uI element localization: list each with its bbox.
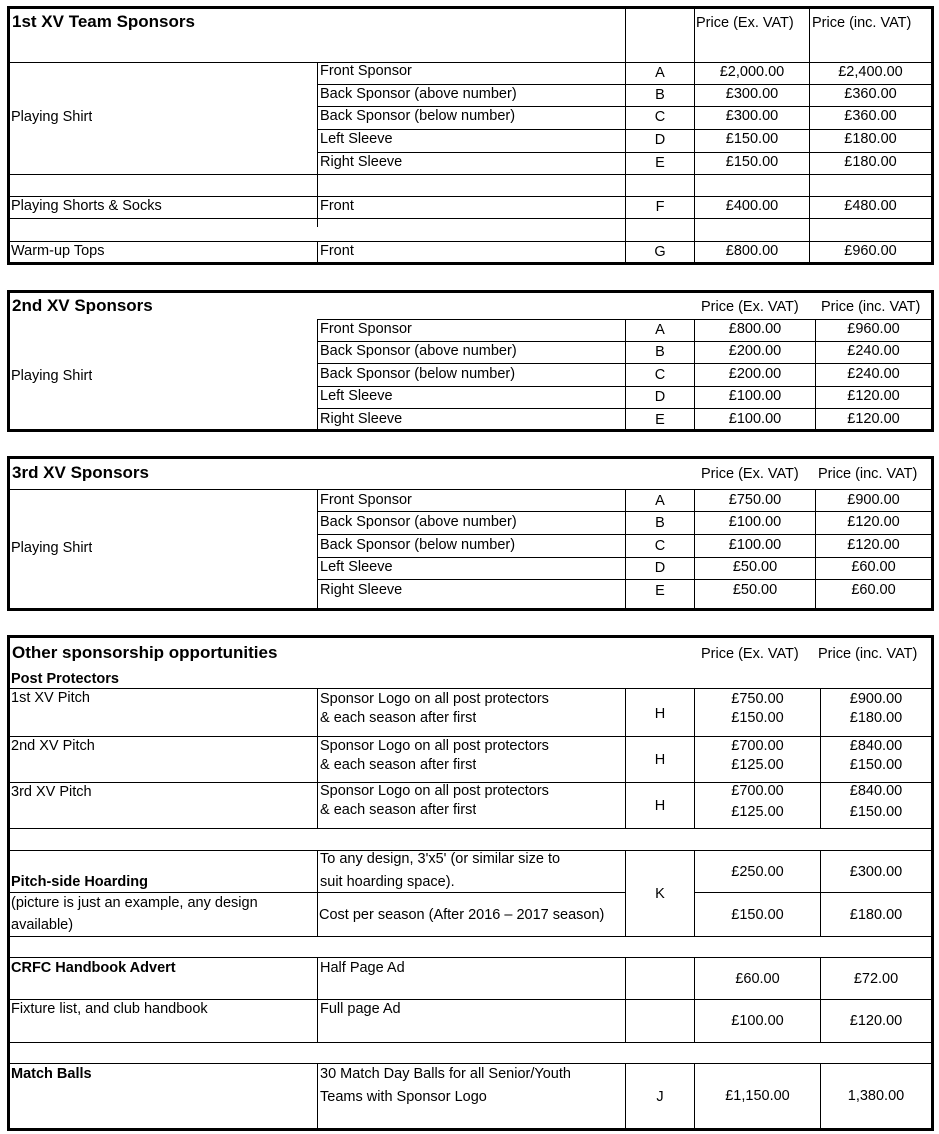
table-row-price-inc: £840.00 bbox=[849, 783, 903, 799]
table-row-price-ex: £50.00 bbox=[732, 582, 778, 598]
handbook-title: CRFC Handbook Advert bbox=[11, 960, 176, 976]
table-row-item: Front bbox=[320, 243, 354, 259]
table-row-price-ex: £100.00 bbox=[728, 537, 782, 553]
table-row-price-inc: £900.00 bbox=[847, 492, 900, 508]
table-row-price-inc: £2,400.00 bbox=[838, 64, 903, 80]
table-row-price-ex: £300.00 bbox=[725, 86, 779, 102]
table-row-price-ex: £150.00 bbox=[725, 131, 779, 147]
table-row-price-ex: £700.00 bbox=[731, 783, 784, 799]
group-label-shorts-socks: Playing Shorts & Socks bbox=[11, 198, 162, 214]
table-row-price-ex: £60.00 bbox=[735, 971, 780, 987]
table-row-code: C bbox=[654, 367, 666, 383]
pitch-description-2: & each season after first bbox=[320, 710, 477, 726]
table-row-item: Back Sponsor (below number) bbox=[320, 537, 516, 553]
table-row-code: A bbox=[655, 65, 665, 81]
pitch-description: Sponsor Logo on all post protectors bbox=[320, 691, 549, 707]
table-row-price-inc: £960.00 bbox=[847, 321, 900, 337]
table-row-item: Front Sponsor bbox=[320, 63, 412, 79]
table-row-price-ex-2: £150.00 bbox=[731, 907, 784, 923]
group-label-playing-shirt: Playing Shirt bbox=[11, 368, 93, 384]
table-row-code: H bbox=[654, 798, 666, 814]
pitch-description-2: & each season after first bbox=[320, 757, 477, 773]
table-title: 3rd XV Sponsors bbox=[12, 464, 149, 481]
table-title: Other sponsorship opportunities bbox=[12, 644, 278, 661]
table-row-code: K bbox=[655, 886, 665, 902]
table-row-price-ex: £200.00 bbox=[728, 343, 782, 359]
table-row-price-ex: £1,150.00 bbox=[725, 1088, 790, 1104]
header-price-ex-vat: Price (Ex. VAT) bbox=[701, 646, 799, 662]
table-row-price-ex: £700.00 bbox=[731, 738, 784, 754]
header-price-inc-vat: Price (inc. VAT) bbox=[821, 299, 921, 315]
table-row-item: Front Sponsor bbox=[320, 321, 412, 337]
table-row-item: Back Sponsor (below number) bbox=[320, 108, 516, 124]
table-row-price-ex: £2,000.00 bbox=[719, 64, 785, 80]
match-balls-description-2: Teams with Sponsor Logo bbox=[320, 1089, 487, 1105]
table-row-item: Back Sponsor (below number) bbox=[320, 366, 516, 382]
table-row-price-ex: £300.00 bbox=[725, 108, 779, 124]
table-row-code: H bbox=[654, 752, 666, 768]
table-title: 1st XV Team Sponsors bbox=[12, 13, 195, 30]
table-row-price-inc: £72.00 bbox=[853, 971, 899, 987]
table-row-price-ex: £150.00 bbox=[725, 154, 779, 170]
fixture-description: Full page Ad bbox=[320, 1001, 401, 1017]
table-row-price-ex: £250.00 bbox=[731, 864, 784, 880]
table-row-item: Front Sponsor bbox=[320, 492, 412, 508]
table-row-code: B bbox=[655, 344, 665, 360]
table-title: 2nd XV Sponsors bbox=[12, 297, 153, 314]
table-row-price-inc: £120.00 bbox=[847, 388, 900, 404]
table-row-price-inc: £180.00 bbox=[844, 154, 897, 170]
table-row-price-inc: £120.00 bbox=[849, 1013, 903, 1029]
table-row-price-inc: £60.00 bbox=[851, 582, 896, 598]
table-row-price-inc: £120.00 bbox=[847, 537, 900, 553]
table-row-code: D bbox=[654, 389, 666, 405]
table-row-code: B bbox=[655, 515, 665, 531]
pitch-description: Sponsor Logo on all post protectors bbox=[320, 738, 549, 754]
group-label-playing-shirt: Playing Shirt bbox=[11, 109, 93, 125]
table-3rd-xv bbox=[7, 456, 934, 611]
table-row-code: C bbox=[654, 109, 666, 125]
table-row-price-inc: 1,380.00 bbox=[847, 1088, 905, 1104]
table-row-price-ex: £200.00 bbox=[728, 366, 782, 382]
table-row-code: D bbox=[654, 560, 666, 576]
table-row-price-inc-2: £150.00 bbox=[849, 757, 903, 773]
hoarding-note-2: available) bbox=[11, 917, 74, 933]
table-row-item: Back Sponsor (above number) bbox=[320, 86, 517, 102]
table-row-price-inc: £360.00 bbox=[844, 86, 897, 102]
pitch-name: 2nd XV Pitch bbox=[11, 738, 95, 754]
group-label-warm-up-tops: Warm-up Tops bbox=[11, 243, 105, 259]
hoarding-note: (picture is just an example, any design bbox=[11, 895, 258, 911]
hoarding-description-2: suit hoarding space). bbox=[320, 874, 455, 890]
table-row-item: Right Sleeve bbox=[320, 582, 403, 598]
table-row-item: Left Sleeve bbox=[320, 131, 393, 147]
table-2nd-xv bbox=[7, 290, 934, 432]
table-row-price-ex: £100.00 bbox=[731, 1013, 784, 1029]
table-row-price-ex: £100.00 bbox=[728, 411, 782, 427]
table-row-item: Front bbox=[320, 198, 354, 214]
table-row-code: E bbox=[655, 583, 665, 599]
table-row-price-inc-2: £180.00 bbox=[849, 710, 903, 726]
table-row-code: D bbox=[654, 132, 666, 148]
table-row-code: F bbox=[655, 199, 665, 215]
table-row-price-ex: £100.00 bbox=[728, 388, 782, 404]
table-row-price-inc: £240.00 bbox=[847, 343, 900, 359]
table-row-price-inc: £840.00 bbox=[849, 738, 903, 754]
table-row-code: G bbox=[654, 244, 666, 260]
table-row-price-ex: £400.00 bbox=[725, 198, 779, 214]
table-row-price-ex-2: £150.00 bbox=[731, 710, 784, 726]
table-row-code: J bbox=[656, 1089, 664, 1105]
table-row-price-inc: £480.00 bbox=[844, 198, 897, 214]
header-price-ex-vat: Price (Ex. VAT) bbox=[701, 466, 799, 482]
hoarding-description: To any design, 3'x5' (or similar size to bbox=[320, 851, 561, 867]
table-row-price-ex: £750.00 bbox=[728, 492, 782, 508]
table-row-price-inc-2: £150.00 bbox=[849, 804, 903, 820]
fixture-title: Fixture list, and club handbook bbox=[11, 1001, 208, 1017]
table-row-item: Back Sponsor (above number) bbox=[320, 343, 517, 359]
table-row-price-inc: £300.00 bbox=[849, 864, 903, 880]
table-row-price-ex-2: £125.00 bbox=[731, 757, 784, 773]
table-row-price-inc: £60.00 bbox=[851, 559, 896, 575]
hoarding-cost-per-season: Cost per season (After 2016 – 2017 season) bbox=[319, 907, 605, 923]
match-balls-description: 30 Match Day Balls for all Senior/Youth bbox=[320, 1066, 571, 1082]
table-row-price-inc: £900.00 bbox=[849, 691, 903, 707]
hoarding-title: Pitch-side Hoarding bbox=[11, 874, 148, 890]
header-price-inc-vat: Price (inc. VAT) bbox=[818, 646, 918, 662]
pitch-description: Sponsor Logo on all post protectors bbox=[320, 783, 549, 799]
table-row-code: A bbox=[655, 322, 665, 338]
table-row-price-ex: £750.00 bbox=[731, 691, 784, 707]
table-row-price-ex: £800.00 bbox=[725, 243, 779, 259]
header-price-ex-vat: Price (Ex. VAT) bbox=[701, 299, 799, 315]
table-row-price-inc: £240.00 bbox=[847, 366, 900, 382]
table-row-code: B bbox=[655, 87, 665, 103]
table-row-code: C bbox=[654, 538, 666, 554]
pitch-description-2: & each season after first bbox=[320, 802, 477, 818]
table-other-opportunities bbox=[7, 635, 934, 1131]
section-label-post-protectors: Post Protectors bbox=[11, 671, 119, 687]
table-row-code: H bbox=[654, 706, 666, 722]
table-row-code: E bbox=[655, 412, 665, 428]
table-row-price-ex-2: £125.00 bbox=[731, 804, 784, 820]
header-price-inc-vat: Price (inc. VAT) bbox=[818, 466, 918, 482]
table-row-price-inc-2: £180.00 bbox=[849, 907, 903, 923]
handbook-description: Half Page Ad bbox=[320, 960, 405, 976]
table-row-item: Left Sleeve bbox=[320, 388, 393, 404]
table-row-price-ex: £100.00 bbox=[728, 514, 782, 530]
header-price-ex-vat: Price (Ex. VAT) bbox=[696, 15, 794, 31]
pitch-name: 3rd XV Pitch bbox=[11, 784, 92, 800]
table-row-item: Left Sleeve bbox=[320, 559, 393, 575]
table-row-price-inc: £120.00 bbox=[847, 411, 900, 427]
match-balls-title: Match Balls bbox=[11, 1066, 92, 1082]
group-label-playing-shirt: Playing Shirt bbox=[11, 540, 93, 556]
table-row-item: Right Sleeve bbox=[320, 411, 403, 427]
table-row-price-ex: £50.00 bbox=[732, 559, 778, 575]
table-row-price-inc: £180.00 bbox=[844, 131, 897, 147]
table-row-code: A bbox=[655, 493, 665, 509]
pitch-name: 1st XV Pitch bbox=[11, 690, 90, 706]
table-row-item: Back Sponsor (above number) bbox=[320, 514, 517, 530]
table-row-item: Right Sleeve bbox=[320, 154, 403, 170]
table-row-price-inc: £360.00 bbox=[844, 108, 897, 124]
header-price-inc-vat: Price (inc. VAT) bbox=[812, 15, 912, 31]
table-row-price-inc: £120.00 bbox=[847, 514, 900, 530]
table-1st-xv bbox=[7, 6, 934, 265]
table-row-code: E bbox=[655, 155, 665, 171]
table-row-price-ex: £800.00 bbox=[728, 321, 782, 337]
table-row-price-inc: £960.00 bbox=[844, 243, 897, 259]
